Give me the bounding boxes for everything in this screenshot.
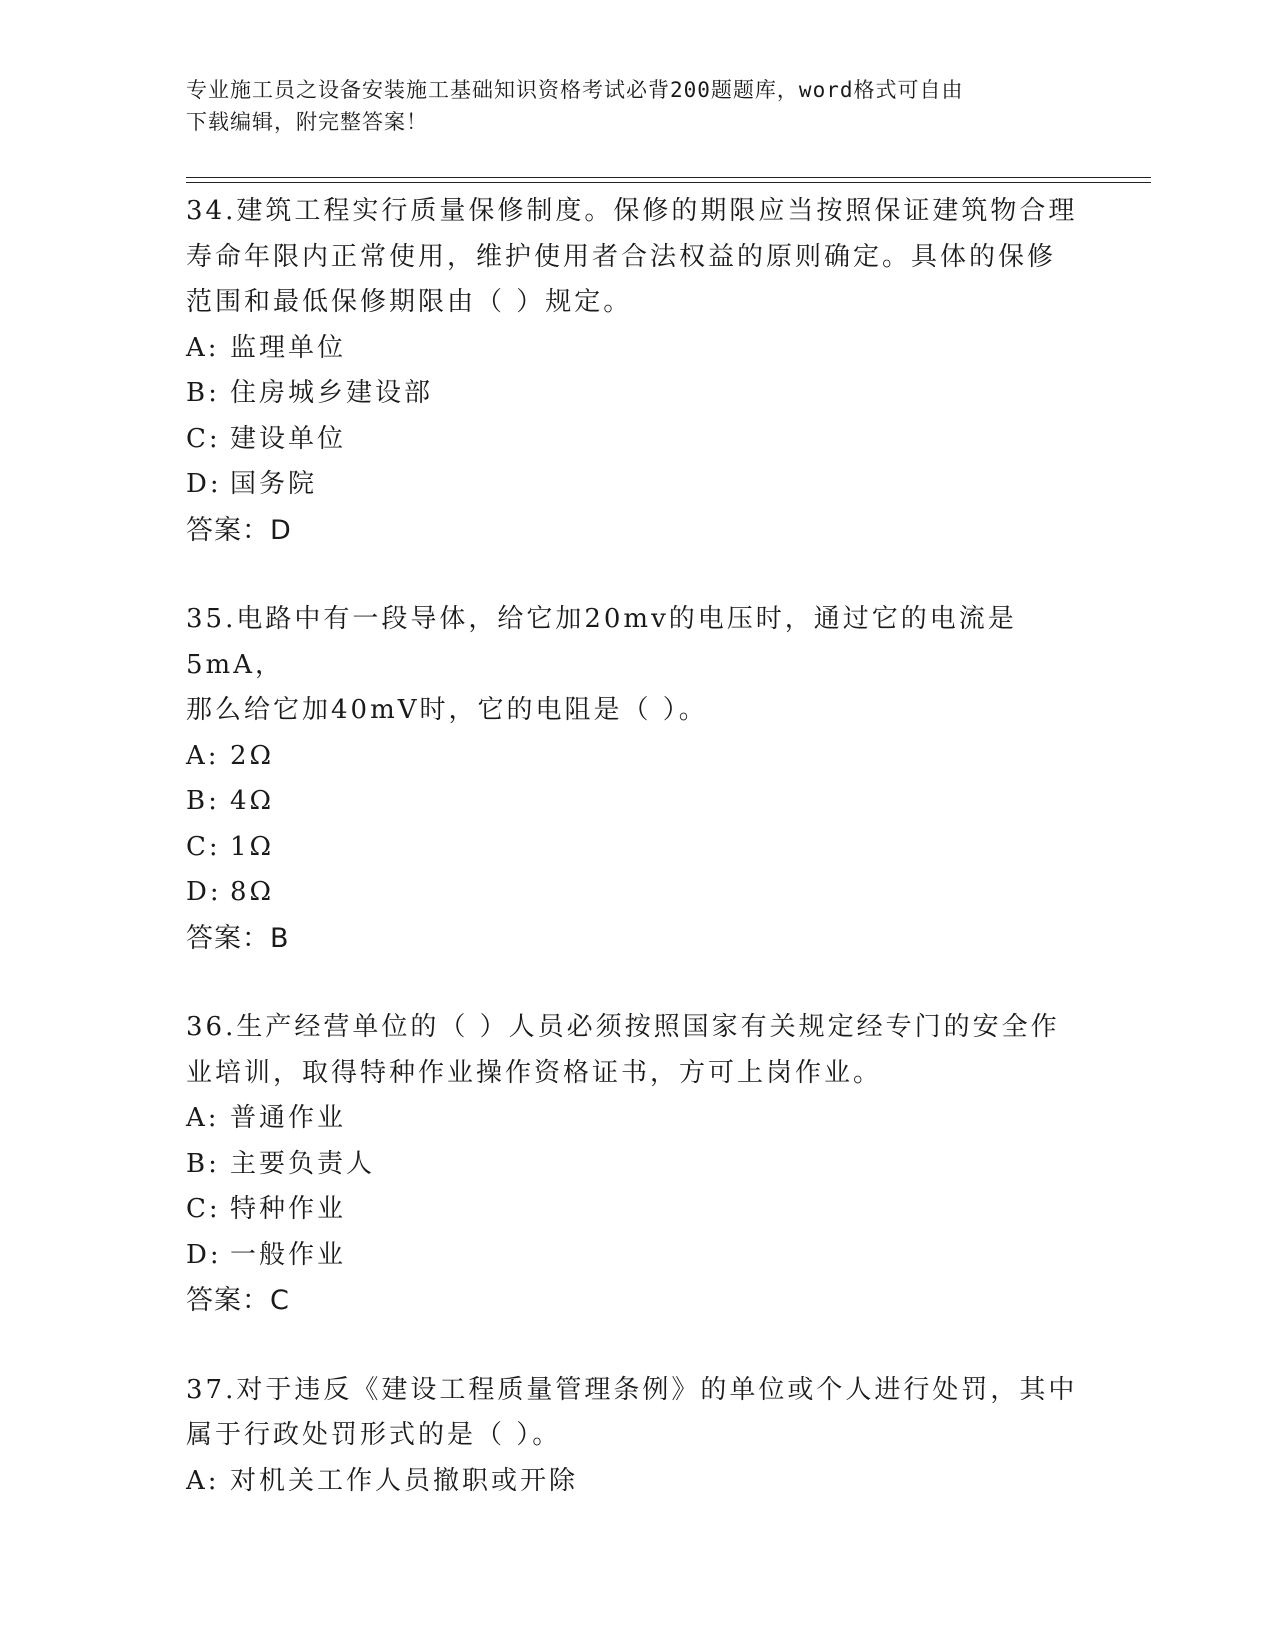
option-text: 住房城乡建设部 <box>230 378 434 408</box>
option-c <box>186 1187 1106 1233</box>
option-letter: C: <box>186 423 221 454</box>
option-letter: A: <box>186 332 220 363</box>
question-stem-line: 寿命年限内正常使用，维护使用者合法权益的原则确定。具体的保修 <box>186 241 1057 272</box>
option-b <box>186 1142 1106 1188</box>
option-text: 2Ω <box>230 740 275 771</box>
question-stem-line: 业培训，取得特种作业操作资格证书，方可上岗作业。 <box>186 1057 883 1088</box>
option-text: 国务院 <box>230 469 318 499</box>
option-letter: A: <box>186 1103 220 1133</box>
option-text: 4Ω <box>230 786 275 816</box>
question-stem-line: 范围和最低保修期限由（ ）规定。 <box>186 287 633 317</box>
question-37 <box>186 1368 1106 1505</box>
option-letter: C: <box>186 1194 221 1224</box>
option-d <box>186 870 1106 916</box>
option-text: 对机关工作人员撤职或开除 <box>230 1465 579 1496</box>
option-a <box>186 734 1106 780</box>
question-stem-line: 属于行政处罚形式的是（ ）。 <box>186 1420 562 1450</box>
option-letter: B: <box>186 1148 220 1179</box>
option-text: 8Ω <box>230 877 275 907</box>
option-text: 1Ω <box>230 831 275 862</box>
option-letter: D: <box>186 469 222 499</box>
answer-line: 答案：B <box>186 922 290 954</box>
option-text: 主要负责人 <box>230 1148 376 1179</box>
option-letter: D: <box>186 877 222 907</box>
option-b <box>186 779 1106 825</box>
option-letter: A: <box>186 740 220 771</box>
header-line-1: 专业施工员之设备安装施工基础知识资格考试必背200题题库，word格式可自由 <box>186 78 964 102</box>
header-line-2: 下载编辑，附完整答案！ <box>186 110 428 134</box>
document-header <box>186 74 1086 138</box>
question-36 <box>186 1005 1106 1324</box>
option-c <box>186 825 1106 871</box>
question-stem-line: 34.建筑工程实行质量保修制度。保修的期限应当按照保证建筑物合理 <box>186 196 1078 226</box>
answer-line: 答案：D <box>186 514 292 546</box>
question-stem-line: 那么给它加40mV时，它的电阻是（ ）。 <box>186 695 708 725</box>
header-divider-bottom <box>186 182 1151 183</box>
option-a <box>186 1459 1106 1505</box>
header-divider-top <box>186 177 1151 178</box>
option-text: 建设单位 <box>230 423 347 454</box>
option-text: 监理单位 <box>230 332 347 363</box>
option-c <box>186 417 1106 463</box>
option-a <box>186 1096 1106 1142</box>
option-letter: D: <box>186 1239 222 1270</box>
option-letter: B: <box>186 786 220 816</box>
question-stem-line: 36.生产经营单位的（ ）人员必须按照国家有关规定经专门的安全作 <box>186 1012 1060 1042</box>
option-b <box>186 371 1106 417</box>
question-list <box>186 189 1106 1548</box>
option-a <box>186 326 1106 372</box>
question-stem-line: 37.对于违反《建设工程质量管理条例》的单位或个人进行处罚，其中 <box>186 1374 1078 1405</box>
question-stem-line: 35.电路中有一段导体，给它加20mv的电压时，通过它的电流是5mA， <box>186 604 1017 680</box>
option-letter: A: <box>186 1465 220 1496</box>
option-text: 一般作业 <box>230 1239 347 1270</box>
option-text: 普通作业 <box>230 1103 347 1133</box>
answer-line: 答案：C <box>186 1285 290 1316</box>
option-d <box>186 1233 1106 1279</box>
option-text: 特种作业 <box>230 1194 347 1224</box>
question-34 <box>186 189 1106 553</box>
option-d <box>186 462 1106 508</box>
option-letter: C: <box>186 831 221 862</box>
question-35 <box>186 597 1106 961</box>
option-letter: B: <box>186 378 220 408</box>
